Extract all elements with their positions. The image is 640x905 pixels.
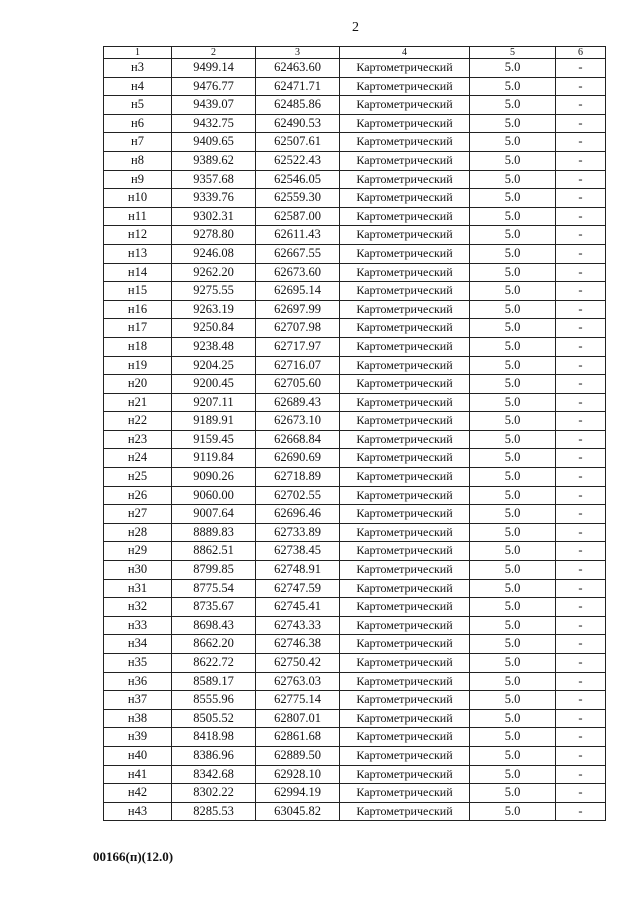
point-name-cell: н23 [104,430,172,449]
y-coordinate-cell: 62717.97 [256,337,340,356]
point-name-cell: н8 [104,151,172,170]
extra-cell: - [556,77,606,96]
method-cell: Картометрический [340,263,470,282]
table-row [104,170,606,189]
table-row [104,189,606,208]
y-coordinate-cell: 62702.55 [256,486,340,505]
x-coordinate-cell: 8662.20 [172,635,256,654]
table-row [104,691,606,710]
y-coordinate-cell: 62668.84 [256,430,340,449]
x-coordinate-cell: 9389.62 [172,151,256,170]
extra-cell: - [556,300,606,319]
y-coordinate-cell: 62861.68 [256,728,340,747]
column-header-4: 4 [340,47,470,59]
extra-cell: - [556,542,606,561]
point-name-cell: н36 [104,672,172,691]
x-coordinate-cell: 8622.72 [172,654,256,673]
y-coordinate-cell: 62889.50 [256,746,340,765]
method-cell: Картометрический [340,654,470,673]
x-coordinate-cell: 8505.52 [172,709,256,728]
table-body [104,59,606,821]
table-row [104,282,606,301]
point-name-cell: н6 [104,114,172,133]
method-cell: Картометрический [340,226,470,245]
x-coordinate-cell: 9238.48 [172,337,256,356]
x-coordinate-cell: 9278.80 [172,226,256,245]
method-cell: Картометрический [340,412,470,431]
method-cell: Картометрический [340,746,470,765]
extra-cell: - [556,244,606,263]
table-row [104,151,606,170]
method-cell: Картометрический [340,765,470,784]
document-code: 00166(п)(12.0) [93,849,174,864]
extra-cell: - [556,486,606,505]
accuracy-cell: 5.0 [470,561,556,580]
table-row [104,542,606,561]
y-coordinate-cell: 62696.46 [256,505,340,524]
extra-cell: - [556,337,606,356]
y-coordinate-cell: 62707.98 [256,319,340,338]
table-row [104,579,606,598]
point-name-cell: н24 [104,449,172,468]
method-cell: Картометрический [340,59,470,78]
table-row [104,319,606,338]
table-row [104,244,606,263]
extra-cell: - [556,654,606,673]
point-name-cell: н41 [104,765,172,784]
y-coordinate-cell: 62559.30 [256,189,340,208]
y-coordinate-cell: 62807.01 [256,709,340,728]
y-coordinate-cell: 62747.59 [256,579,340,598]
point-name-cell: н25 [104,468,172,487]
point-name-cell: н7 [104,133,172,152]
y-coordinate-cell: 62738.45 [256,542,340,561]
accuracy-cell: 5.0 [470,337,556,356]
method-cell: Картометрический [340,449,470,468]
extra-cell: - [556,468,606,487]
method-cell: Картометрический [340,709,470,728]
method-cell: Картометрический [340,561,470,580]
method-cell: Картометрический [340,784,470,803]
point-name-cell: н38 [104,709,172,728]
point-name-cell: н32 [104,598,172,617]
table-row [104,375,606,394]
method-cell: Картометрический [340,151,470,170]
table-row [104,207,606,226]
table-row [104,746,606,765]
column-header-2: 2 [172,47,256,59]
extra-cell: - [556,96,606,115]
point-name-cell: н14 [104,263,172,282]
accuracy-cell: 5.0 [470,207,556,226]
x-coordinate-cell: 9204.25 [172,356,256,375]
x-coordinate-cell: 9275.55 [172,282,256,301]
coordinates-table [103,46,606,821]
accuracy-cell: 5.0 [470,542,556,561]
method-cell: Картометрический [340,672,470,691]
extra-cell: - [556,114,606,133]
x-coordinate-cell: 9060.00 [172,486,256,505]
y-coordinate-cell: 62718.89 [256,468,340,487]
y-coordinate-cell: 62716.07 [256,356,340,375]
accuracy-cell: 5.0 [470,802,556,821]
point-name-cell: н27 [104,505,172,524]
accuracy-cell: 5.0 [470,300,556,319]
accuracy-cell: 5.0 [470,96,556,115]
extra-cell: - [556,449,606,468]
extra-cell: - [556,59,606,78]
accuracy-cell: 5.0 [470,412,556,431]
method-cell: Картометрический [340,337,470,356]
point-name-cell: н18 [104,337,172,356]
y-coordinate-cell: 62743.33 [256,616,340,635]
method-cell: Картометрический [340,114,470,133]
accuracy-cell: 5.0 [470,375,556,394]
x-coordinate-cell: 8418.98 [172,728,256,747]
y-coordinate-cell: 62673.10 [256,412,340,431]
accuracy-cell: 5.0 [470,244,556,263]
extra-cell: - [556,505,606,524]
extra-cell: - [556,616,606,635]
y-coordinate-cell: 62507.61 [256,133,340,152]
method-cell: Картометрический [340,691,470,710]
accuracy-cell: 5.0 [470,505,556,524]
extra-cell: - [556,598,606,617]
extra-cell: - [556,691,606,710]
table-row [104,96,606,115]
accuracy-cell: 5.0 [470,486,556,505]
point-name-cell: н17 [104,319,172,338]
extra-cell: - [556,151,606,170]
accuracy-cell: 5.0 [470,282,556,301]
table-row [104,114,606,133]
point-name-cell: н3 [104,59,172,78]
method-cell: Картометрический [340,635,470,654]
y-coordinate-cell: 62463.60 [256,59,340,78]
extra-cell: - [556,133,606,152]
accuracy-cell: 5.0 [470,170,556,189]
x-coordinate-cell: 8799.85 [172,561,256,580]
accuracy-cell: 5.0 [470,523,556,542]
y-coordinate-cell: 62763.03 [256,672,340,691]
coordinates-table-wrapper [103,46,606,821]
method-cell: Картометрический [340,542,470,561]
table-row [104,449,606,468]
column-header-6: 6 [556,47,606,59]
table-row [104,709,606,728]
point-name-cell: н9 [104,170,172,189]
accuracy-cell: 5.0 [470,654,556,673]
table-row [104,616,606,635]
table-row [104,393,606,412]
extra-cell: - [556,784,606,803]
y-coordinate-cell: 62587.00 [256,207,340,226]
y-coordinate-cell: 62994.19 [256,784,340,803]
point-name-cell: н4 [104,77,172,96]
extra-cell: - [556,579,606,598]
method-cell: Картометрический [340,207,470,226]
table-row [104,430,606,449]
point-name-cell: н11 [104,207,172,226]
accuracy-cell: 5.0 [470,579,556,598]
method-cell: Картометрический [340,579,470,598]
method-cell: Картометрический [340,244,470,263]
accuracy-cell: 5.0 [470,151,556,170]
method-cell: Картометрический [340,598,470,617]
table-row [104,523,606,542]
x-coordinate-cell: 8735.67 [172,598,256,617]
x-coordinate-cell: 9250.84 [172,319,256,338]
method-cell: Картометрический [340,430,470,449]
method-cell: Картометрический [340,77,470,96]
accuracy-cell: 5.0 [470,189,556,208]
x-coordinate-cell: 9207.11 [172,393,256,412]
table-row [104,598,606,617]
point-name-cell: н43 [104,802,172,821]
extra-cell: - [556,523,606,542]
method-cell: Картометрический [340,468,470,487]
accuracy-cell: 5.0 [470,393,556,412]
table-row [104,802,606,821]
accuracy-cell: 5.0 [470,114,556,133]
point-name-cell: н28 [104,523,172,542]
table-row [104,672,606,691]
accuracy-cell: 5.0 [470,449,556,468]
table-row [104,765,606,784]
extra-cell: - [556,226,606,245]
y-coordinate-cell: 63045.82 [256,802,340,821]
x-coordinate-cell: 9476.77 [172,77,256,96]
point-name-cell: н42 [104,784,172,803]
x-coordinate-cell: 9007.64 [172,505,256,524]
method-cell: Картометрический [340,802,470,821]
table-row [104,263,606,282]
y-coordinate-cell: 62775.14 [256,691,340,710]
point-name-cell: н19 [104,356,172,375]
accuracy-cell: 5.0 [470,616,556,635]
y-coordinate-cell: 62611.43 [256,226,340,245]
table-row [104,635,606,654]
method-cell: Картометрический [340,393,470,412]
method-cell: Картометрический [340,96,470,115]
x-coordinate-cell: 9499.14 [172,59,256,78]
extra-cell: - [556,765,606,784]
x-coordinate-cell: 9263.19 [172,300,256,319]
x-coordinate-cell: 8285.53 [172,802,256,821]
point-name-cell: н15 [104,282,172,301]
table-row [104,486,606,505]
y-coordinate-cell: 62546.05 [256,170,340,189]
extra-cell: - [556,430,606,449]
accuracy-cell: 5.0 [470,59,556,78]
extra-cell: - [556,319,606,338]
table-row [104,412,606,431]
extra-cell: - [556,170,606,189]
x-coordinate-cell: 9189.91 [172,412,256,431]
column-header-5: 5 [470,47,556,59]
accuracy-cell: 5.0 [470,430,556,449]
accuracy-cell: 5.0 [470,133,556,152]
extra-cell: - [556,746,606,765]
extra-cell: - [556,282,606,301]
point-name-cell: н22 [104,412,172,431]
x-coordinate-cell: 9119.84 [172,449,256,468]
method-cell: Картометрический [340,375,470,394]
accuracy-cell: 5.0 [470,77,556,96]
point-name-cell: н5 [104,96,172,115]
y-coordinate-cell: 62746.38 [256,635,340,654]
x-coordinate-cell: 8555.96 [172,691,256,710]
table-row [104,300,606,319]
accuracy-cell: 5.0 [470,356,556,375]
x-coordinate-cell: 9302.31 [172,207,256,226]
column-header-1: 1 [104,47,172,59]
accuracy-cell: 5.0 [470,728,556,747]
extra-cell: - [556,393,606,412]
point-name-cell: н31 [104,579,172,598]
x-coordinate-cell: 9409.65 [172,133,256,152]
method-cell: Картометрический [340,170,470,189]
extra-cell: - [556,189,606,208]
point-name-cell: н29 [104,542,172,561]
column-header-3: 3 [256,47,340,59]
accuracy-cell: 5.0 [470,672,556,691]
accuracy-cell: 5.0 [470,765,556,784]
y-coordinate-cell: 62697.99 [256,300,340,319]
accuracy-cell: 5.0 [470,709,556,728]
point-name-cell: н16 [104,300,172,319]
x-coordinate-cell: 9200.45 [172,375,256,394]
method-cell: Картометрический [340,282,470,301]
extra-cell: - [556,728,606,747]
y-coordinate-cell: 62490.53 [256,114,340,133]
extra-cell: - [556,412,606,431]
extra-cell: - [556,561,606,580]
table-row [104,356,606,375]
accuracy-cell: 5.0 [470,468,556,487]
extra-cell: - [556,356,606,375]
method-cell: Картометрический [340,728,470,747]
y-coordinate-cell: 62733.89 [256,523,340,542]
accuracy-cell: 5.0 [470,784,556,803]
table-row [104,654,606,673]
x-coordinate-cell: 8342.68 [172,765,256,784]
accuracy-cell: 5.0 [470,319,556,338]
point-name-cell: н20 [104,375,172,394]
x-coordinate-cell: 8698.43 [172,616,256,635]
extra-cell: - [556,635,606,654]
x-coordinate-cell: 9159.45 [172,430,256,449]
accuracy-cell: 5.0 [470,746,556,765]
method-cell: Картометрический [340,616,470,635]
point-name-cell: н12 [104,226,172,245]
y-coordinate-cell: 62745.41 [256,598,340,617]
method-cell: Картометрический [340,300,470,319]
point-name-cell: н13 [104,244,172,263]
extra-cell: - [556,672,606,691]
point-name-cell: н39 [104,728,172,747]
y-coordinate-cell: 62471.71 [256,77,340,96]
x-coordinate-cell: 9432.75 [172,114,256,133]
table-row [104,784,606,803]
extra-cell: - [556,802,606,821]
point-name-cell: н34 [104,635,172,654]
table-row [104,77,606,96]
page-number: 2 [352,20,359,35]
extra-cell: - [556,207,606,226]
method-cell: Картометрический [340,133,470,152]
extra-cell: - [556,375,606,394]
x-coordinate-cell: 9262.20 [172,263,256,282]
y-coordinate-cell: 62750.42 [256,654,340,673]
table-row [104,226,606,245]
method-cell: Картометрический [340,319,470,338]
y-coordinate-cell: 62673.60 [256,263,340,282]
table-row [104,133,606,152]
y-coordinate-cell: 62928.10 [256,765,340,784]
y-coordinate-cell: 62748.91 [256,561,340,580]
table-row [104,561,606,580]
table-row [104,59,606,78]
point-name-cell: н26 [104,486,172,505]
method-cell: Картометрический [340,505,470,524]
x-coordinate-cell: 9339.76 [172,189,256,208]
x-coordinate-cell: 8302.22 [172,784,256,803]
method-cell: Картометрический [340,189,470,208]
point-name-cell: н35 [104,654,172,673]
point-name-cell: н21 [104,393,172,412]
y-coordinate-cell: 62705.60 [256,375,340,394]
y-coordinate-cell: 62689.43 [256,393,340,412]
extra-cell: - [556,263,606,282]
accuracy-cell: 5.0 [470,635,556,654]
table-row [104,337,606,356]
method-cell: Картометрический [340,356,470,375]
x-coordinate-cell: 8589.17 [172,672,256,691]
x-coordinate-cell: 9090.26 [172,468,256,487]
accuracy-cell: 5.0 [470,226,556,245]
table-row [104,728,606,747]
y-coordinate-cell: 62667.55 [256,244,340,263]
y-coordinate-cell: 62695.14 [256,282,340,301]
x-coordinate-cell: 8775.54 [172,579,256,598]
accuracy-cell: 5.0 [470,691,556,710]
x-coordinate-cell: 8862.51 [172,542,256,561]
accuracy-cell: 5.0 [470,263,556,282]
y-coordinate-cell: 62522.43 [256,151,340,170]
table-row [104,468,606,487]
x-coordinate-cell: 9357.68 [172,170,256,189]
y-coordinate-cell: 62690.69 [256,449,340,468]
x-coordinate-cell: 9439.07 [172,96,256,115]
x-coordinate-cell: 9246.08 [172,244,256,263]
x-coordinate-cell: 8386.96 [172,746,256,765]
point-name-cell: н33 [104,616,172,635]
method-cell: Картометрический [340,486,470,505]
y-coordinate-cell: 62485.86 [256,96,340,115]
method-cell: Картометрический [340,523,470,542]
point-name-cell: н30 [104,561,172,580]
point-name-cell: н37 [104,691,172,710]
table-row [104,505,606,524]
extra-cell: - [556,709,606,728]
point-name-cell: н10 [104,189,172,208]
point-name-cell: н40 [104,746,172,765]
x-coordinate-cell: 8889.83 [172,523,256,542]
table-header-row [104,47,606,59]
accuracy-cell: 5.0 [470,598,556,617]
